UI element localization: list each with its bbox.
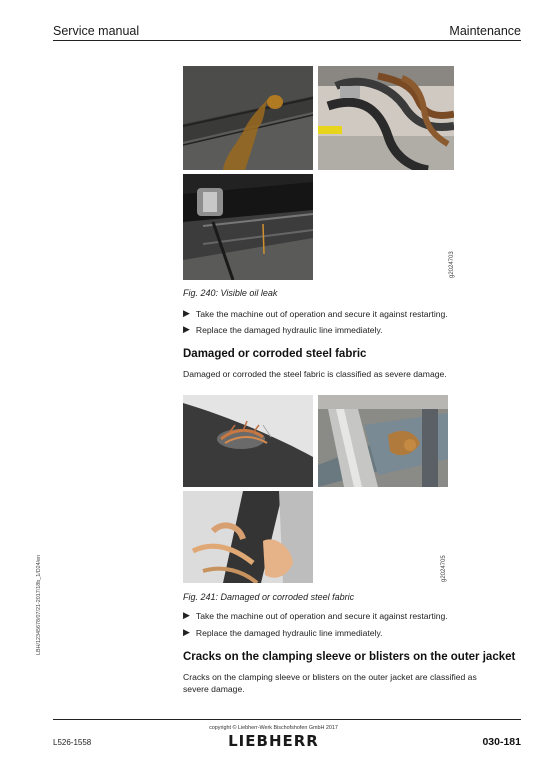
footer-doc-number: L526-1558: [53, 738, 92, 747]
photo-steel-fabric-3: [183, 491, 313, 583]
bullet-item: ▶ Replace the damaged hydraulic line immediately.: [183, 627, 383, 638]
triangle-right-icon: ▶: [183, 610, 190, 620]
photo-oil-leak-hose-1: [183, 66, 313, 170]
figure-241-code: g2024705: [441, 555, 447, 582]
header-left: Service manual: [53, 24, 140, 38]
footer-copyright: copyright © Liebherr-Werk Bischofshofen GmbH 2017: [209, 725, 338, 731]
section-body-steel-fabric: Damaged or corroded the steel fabric is classified as severe damage.: [183, 369, 447, 379]
triangle-right-icon: ▶: [183, 324, 190, 334]
header-divider: [53, 40, 521, 41]
photo-steel-fabric-1: [183, 395, 313, 487]
bullet-item: ▶ Replace the damaged hydraulic line immediately.: [183, 324, 383, 335]
triangle-right-icon: ▶: [183, 308, 190, 318]
figure-240-caption: Fig. 240: Visible oil leak: [183, 288, 278, 298]
photo-steel-fabric-2: [318, 395, 448, 487]
header-right: Maintenance: [449, 24, 521, 38]
photo-oil-leak-hose-3: [183, 174, 313, 280]
side-document-code: LBH/12345678/07/21-2017/18b_1/D24/en: [36, 554, 42, 655]
figure-241-caption: Fig. 241: Damaged or corroded steel fabric: [183, 592, 355, 602]
photo-oil-leak-hose-2: [318, 66, 454, 170]
bullet-item: ▶ Take the machine out of operation and secure it against restarting.: [183, 610, 448, 621]
triangle-right-icon: ▶: [183, 627, 190, 637]
section-heading-steel-fabric: Damaged or corroded steel fabric: [183, 348, 367, 360]
liebherr-logo: LIEBHERR: [228, 732, 319, 750]
footer-divider: [53, 719, 521, 720]
section-heading-cracks: Cracks on the clamping sleeve or blisters on the outer jacket: [183, 651, 516, 663]
footer-page-number: 030-181: [482, 736, 521, 748]
section-body-cracks-line1: Cracks on the clamping sleeve or blisters on the outer jacket are classified as: [183, 672, 477, 682]
figure-240-code: g2024703: [449, 251, 455, 278]
bullet-item: ▶ Take the machine out of operation and secure it against restarting.: [183, 308, 448, 319]
section-body-cracks-line2: severe damage.: [183, 684, 245, 694]
